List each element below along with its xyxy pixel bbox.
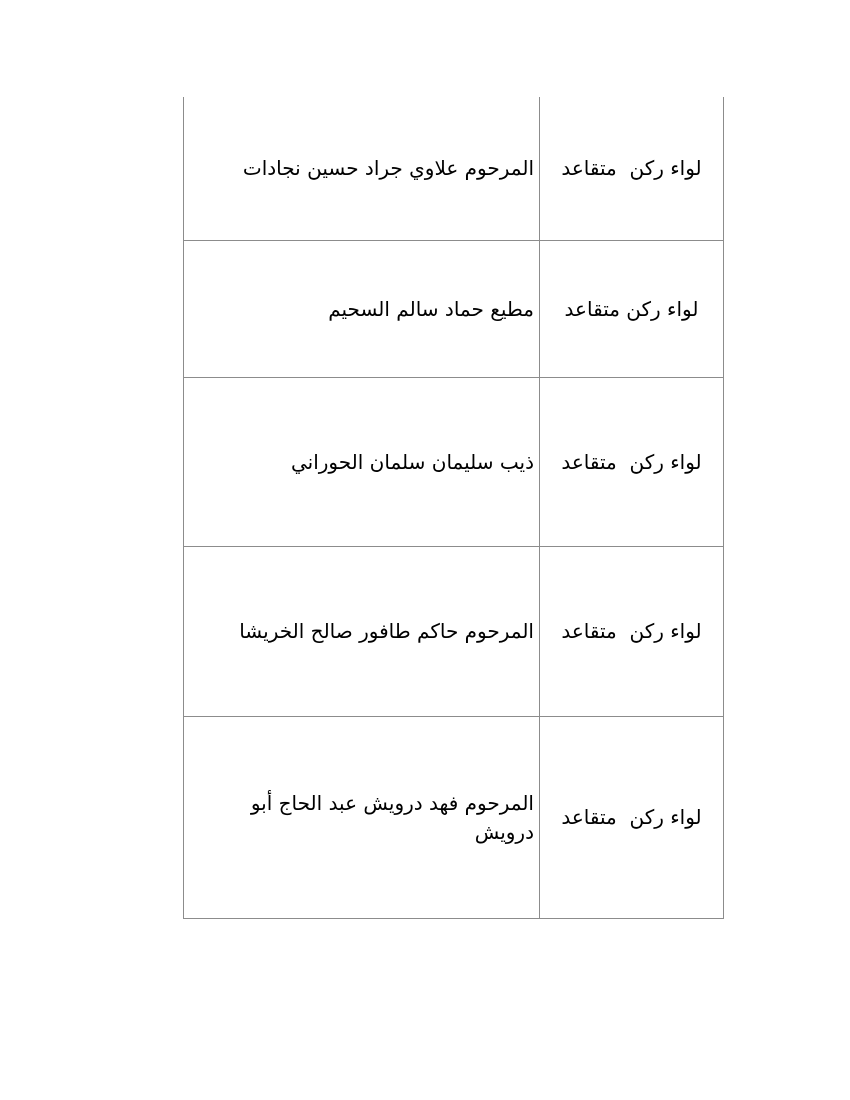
rank-cell: لواء ركن متقاعد: [539, 547, 723, 716]
table-row: [184, 377, 723, 546]
table-row: [184, 240, 723, 377]
rank-cell: لواء ركن متقاعد: [539, 717, 723, 918]
retired-officers-table: [183, 97, 724, 919]
table-row: [184, 97, 723, 240]
name-cell: ذيب سليمان سلمان الحوراني: [290, 449, 534, 474]
name-cell: المرحوم علاوي جراد حسين نجادات: [242, 156, 534, 180]
name-cell: مطيع حماد سالم السحيم: [328, 296, 534, 321]
rank-cell: لواء ركن متقاعد: [539, 241, 723, 377]
table-row: [184, 546, 723, 716]
table-row: [184, 716, 723, 918]
name-cell: المرحوم حاكم طافور صالح الخريشا: [239, 619, 534, 643]
rank-cell: لواء ركن متقاعد: [539, 97, 723, 240]
name-cell: المرحوم فهد درويش عبد الحاج أبو درويش: [244, 790, 534, 844]
rank-cell: لواء ركن متقاعد: [539, 378, 723, 546]
